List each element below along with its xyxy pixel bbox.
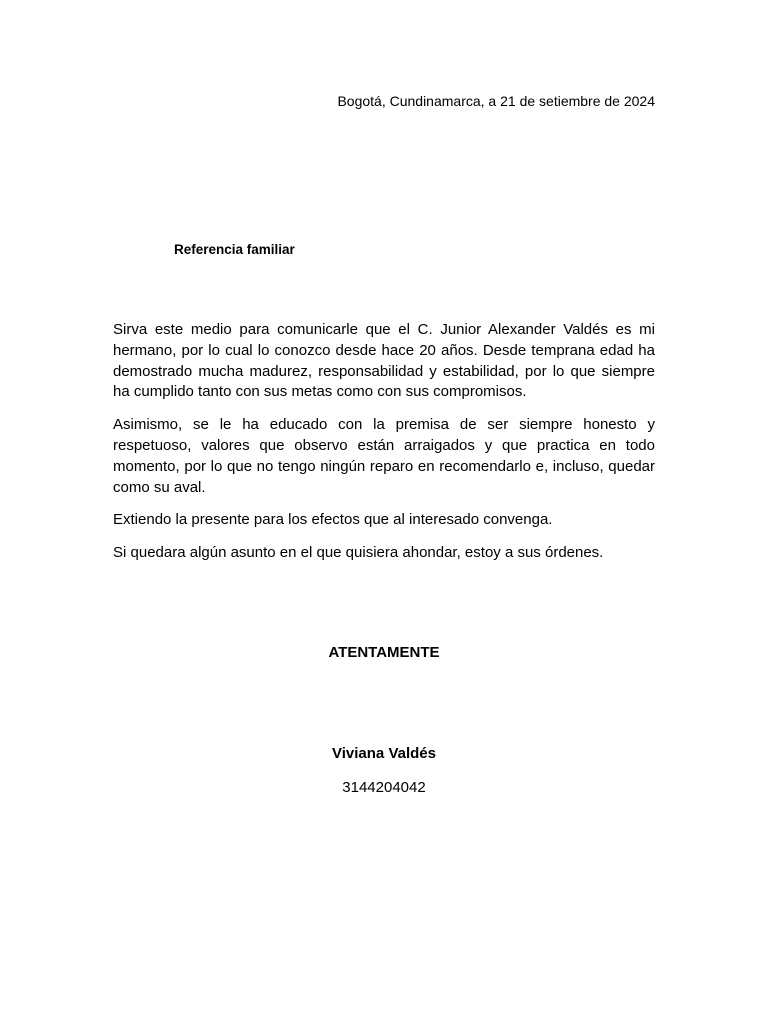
date-line: Bogotá, Cundinamarca, a 21 de setiembre de 2024 [337, 93, 655, 109]
body-paragraph: Asimismo, se le ha educado con la premisa de ser siempre honesto y respetuoso, valores que observo están arraigados y que practica en todo momento, por lo que no tengo ningún reparo en recomendarlo e, incluso, quedar como su aval. [113, 416, 655, 496]
signer-name: Viviana Valdés [332, 745, 436, 762]
reference-heading: Referencia familiar [174, 242, 295, 257]
closing-salutation: ATENTAMENTE [328, 644, 440, 661]
body-paragraph: Sirva este medio para comunicarle que el C. Junior Alexander Valdés es mi hermano, por lo cual lo conozco desde hace 20 años. Desde temprana edad ha demostrado mucha madurez, responsabilidad y estabilidad, por lo que siempre ha cumplido tanto con sus metas como con sus compromisos. [113, 321, 655, 401]
letter-body [113, 320, 655, 576]
body-paragraph: Si quedara algún asunto en el que quisiera ahondar, estoy a sus órdenes. [113, 544, 604, 562]
body-paragraph: Extiendo la presente para los efectos que al interesado convenga. [113, 511, 553, 529]
signer-phone: 3144204042 [342, 779, 426, 796]
